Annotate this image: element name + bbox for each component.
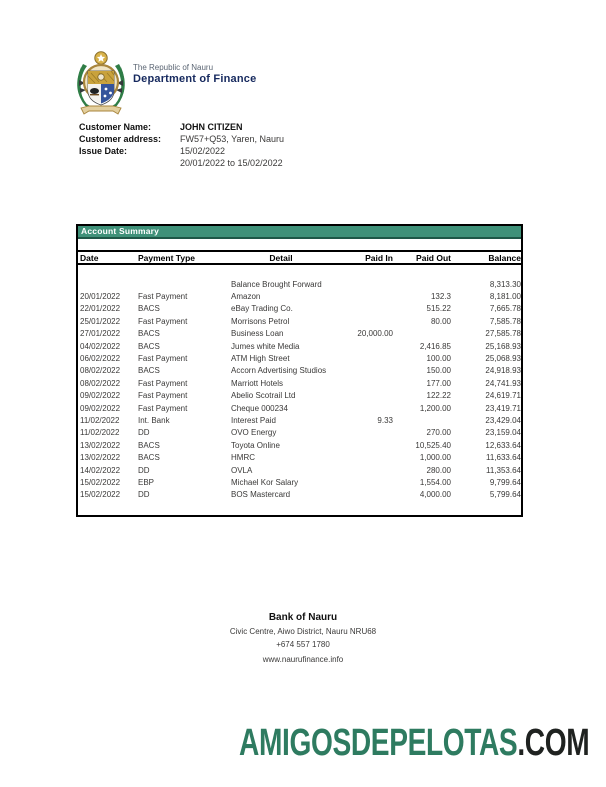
cell-payment-type: BACS <box>138 329 160 339</box>
customer-address-label: Customer address: <box>79 134 162 144</box>
cell-paid-out: 280.00 <box>426 465 451 475</box>
cell-date: 20/01/2022 <box>80 292 121 302</box>
cell-detail: OVLA <box>231 465 253 475</box>
cell-detail: Accorn Advertising Studios <box>231 366 327 376</box>
bank-address: Civic Centre, Aiwo District, Nauru NRU68 <box>229 627 377 636</box>
cell-balance: 5,799.64 <box>489 490 521 500</box>
cell-detail: BOS Mastercard <box>231 490 291 500</box>
cell-detail: Michael Kor Salary <box>231 477 299 487</box>
account-summary-table <box>76 224 523 517</box>
cell-date: 13/02/2022 <box>80 440 121 450</box>
cell-paid-out: 270.00 <box>426 428 451 438</box>
cell-paid-out: 100.00 <box>426 354 451 364</box>
cell-date: 06/02/2022 <box>80 354 121 364</box>
cell-payment-type: Fast Payment <box>138 403 188 413</box>
issue-date-label: Issue Date: <box>79 146 128 156</box>
cell-payment-type: EBP <box>138 477 155 487</box>
cell-detail: HMRC <box>231 453 255 463</box>
cell-detail: eBay Trading Co. <box>231 304 293 314</box>
cell-paid-out: 1,000.00 <box>419 453 451 463</box>
cell-detail: Interest Paid <box>231 415 276 425</box>
dept-name: Department of Finance <box>133 73 257 85</box>
cell-paid-out: 122.22 <box>426 391 451 401</box>
table-row <box>78 390 521 402</box>
cell-date: 09/02/2022 <box>80 403 121 413</box>
table-row <box>78 451 521 463</box>
cell-detail: ATM High Street <box>231 354 290 364</box>
table-row <box>78 290 521 302</box>
account-summary-title-bar: Account Summary <box>78 226 521 239</box>
customer-address-row <box>79 133 284 145</box>
cell-detail: Business Loan <box>231 329 284 339</box>
watermark-dark-text: .COM <box>517 722 589 764</box>
cell-detail: Marriott Hotels <box>231 378 284 388</box>
cell-payment-type: BACS <box>138 304 160 314</box>
table-row <box>78 439 521 451</box>
header-brand <box>73 50 256 118</box>
cell-paid-in: 20,000.00 <box>357 329 393 339</box>
nauru-coat-of-arms-icon <box>73 50 129 118</box>
customer-address-value: FW57+Q53, Yaren, Nauru <box>180 134 284 144</box>
cell-detail: Morrisons Petrol <box>231 316 290 326</box>
cell-balance: 25,168.93 <box>485 341 521 351</box>
cell-paid-out: 177.00 <box>426 378 451 388</box>
table-row <box>78 489 521 501</box>
cell-payment-type: BACS <box>138 453 160 463</box>
cell-balance: 7,665.78 <box>489 304 521 314</box>
customer-name-row <box>79 121 284 133</box>
cell-payment-type: Fast Payment <box>138 316 188 326</box>
cell-payment-type: Fast Payment <box>138 378 188 388</box>
cell-payment-type: Fast Payment <box>138 354 188 364</box>
col-header-payment-type: Payment Type <box>138 252 196 263</box>
table-row <box>78 476 521 488</box>
table-row <box>78 377 521 389</box>
table-row <box>78 365 521 377</box>
cell-paid-out: 4,000.00 <box>419 490 451 500</box>
table-row <box>78 328 521 340</box>
customer-name-label: Customer Name: <box>79 122 152 132</box>
statement-period-spacer <box>79 157 180 169</box>
cell-date: 27/01/2022 <box>80 329 121 339</box>
cell-detail: Amazon <box>231 292 261 302</box>
cell-detail: Toyota Online <box>231 440 280 450</box>
cell-balance: 11,633.64 <box>486 453 521 463</box>
cell-paid-out: 1,554.00 <box>419 477 451 487</box>
cell-balance: 23,429.04 <box>485 415 521 425</box>
cell-date: 14/02/2022 <box>80 465 121 475</box>
cell-payment-type: BACS <box>138 341 160 351</box>
table-row <box>78 352 521 364</box>
cell-payment-type: DD <box>138 428 150 438</box>
cell-date: 08/02/2022 <box>80 378 121 388</box>
cell-detail: Cheque 000234 <box>231 403 288 413</box>
table-row <box>78 402 521 414</box>
cell-detail: Abelio Scotrail Ltd <box>231 391 296 401</box>
bank-website: www.naurufinance.info <box>262 655 344 664</box>
brand-text <box>133 63 256 86</box>
summary-gap <box>78 239 521 250</box>
cell-date: 09/02/2022 <box>80 391 121 401</box>
table-row <box>78 427 521 439</box>
cell-balance: 23,419.71 <box>485 403 521 413</box>
cell-date: 04/02/2022 <box>80 341 121 351</box>
cell-detail: Jumes white Media <box>231 341 300 351</box>
cell-date: 15/02/2022 <box>80 490 121 500</box>
table-row <box>78 340 521 352</box>
cell-balance: 24,619.71 <box>485 391 521 401</box>
cell-balance: 23,159.04 <box>485 428 521 438</box>
cell-payment-type: DD <box>138 490 150 500</box>
customer-info <box>79 121 284 169</box>
cell-paid-out: 132.3 <box>430 292 451 302</box>
cell-date: 25/01/2022 <box>80 316 121 326</box>
cell-balance: 27,585.78 <box>485 329 521 339</box>
bank-phone: +674 557 1780 <box>276 640 330 649</box>
watermark-green-text: AMIGOSDEPELOTAS <box>238 722 518 764</box>
col-header-balance: Balance <box>488 252 521 263</box>
cell-detail: OVO Energy <box>231 428 277 438</box>
statement-period-row <box>79 157 284 169</box>
cell-date: 22/01/2022 <box>80 304 121 314</box>
table-row <box>78 414 521 426</box>
col-header-paid-out: Paid Out <box>416 252 451 263</box>
cell-balance: 9,799.64 <box>489 477 521 487</box>
cell-paid-out: 80.00 <box>430 316 451 326</box>
watermark <box>239 722 589 765</box>
table-row <box>78 315 521 327</box>
cell-balance: 25,068.93 <box>485 354 521 364</box>
bank-name: Bank of Nauru <box>268 612 338 623</box>
account-summary-rows <box>78 265 521 501</box>
org-name: The Republic of Nauru <box>133 63 214 72</box>
table-row <box>78 303 521 315</box>
cell-date: 11/02/2022 <box>80 428 120 438</box>
table-row <box>78 278 521 290</box>
cell-paid-out: 10,525.40 <box>415 440 451 450</box>
cell-balance: 7,585.78 <box>489 316 521 326</box>
cell-balance: 8,181.00 <box>489 292 521 302</box>
cell-date: 15/02/2022 <box>80 477 121 487</box>
cell-balance: 24,741.93 <box>485 378 521 388</box>
cell-date: 11/02/2022 <box>80 415 120 425</box>
cell-payment-type: BACS <box>138 366 160 376</box>
cell-detail: Balance Brought Forward <box>231 279 322 289</box>
cell-paid-out: 515.22 <box>426 304 451 314</box>
cell-payment-type: BACS <box>138 440 160 450</box>
issue-date-row <box>79 145 284 157</box>
col-header-paid-in: Paid In <box>365 252 393 263</box>
cell-paid-in: 9.33 <box>377 415 393 425</box>
cell-payment-type: Fast Payment <box>138 292 188 302</box>
cell-balance: 8,313.30 <box>489 279 521 289</box>
col-header-date: Date <box>80 252 99 263</box>
issue-date-value: 15/02/2022 <box>180 146 226 156</box>
statement-period-value: 20/01/2022 to 15/02/2022 <box>180 158 283 168</box>
cell-payment-type: Int. Bank <box>138 415 170 425</box>
cell-payment-type: DD <box>138 465 150 475</box>
cell-payment-type: Fast Payment <box>138 391 188 401</box>
customer-name-value: JOHN CITIZEN <box>180 122 243 132</box>
cell-balance: 11,353.64 <box>486 465 521 475</box>
cell-balance: 12,633.64 <box>485 440 521 450</box>
cell-date: 08/02/2022 <box>80 366 121 376</box>
cell-date: 13/02/2022 <box>80 453 121 463</box>
cell-balance: 24,918.93 <box>485 366 521 376</box>
cell-paid-out: 2,416.85 <box>419 341 451 351</box>
cell-paid-out: 1,200.00 <box>419 403 451 413</box>
table-header-row <box>78 250 521 265</box>
table-row <box>78 464 521 476</box>
cell-paid-out: 150.00 <box>426 366 451 376</box>
col-header-detail: Detail <box>269 252 293 263</box>
statement-footer <box>0 612 606 664</box>
